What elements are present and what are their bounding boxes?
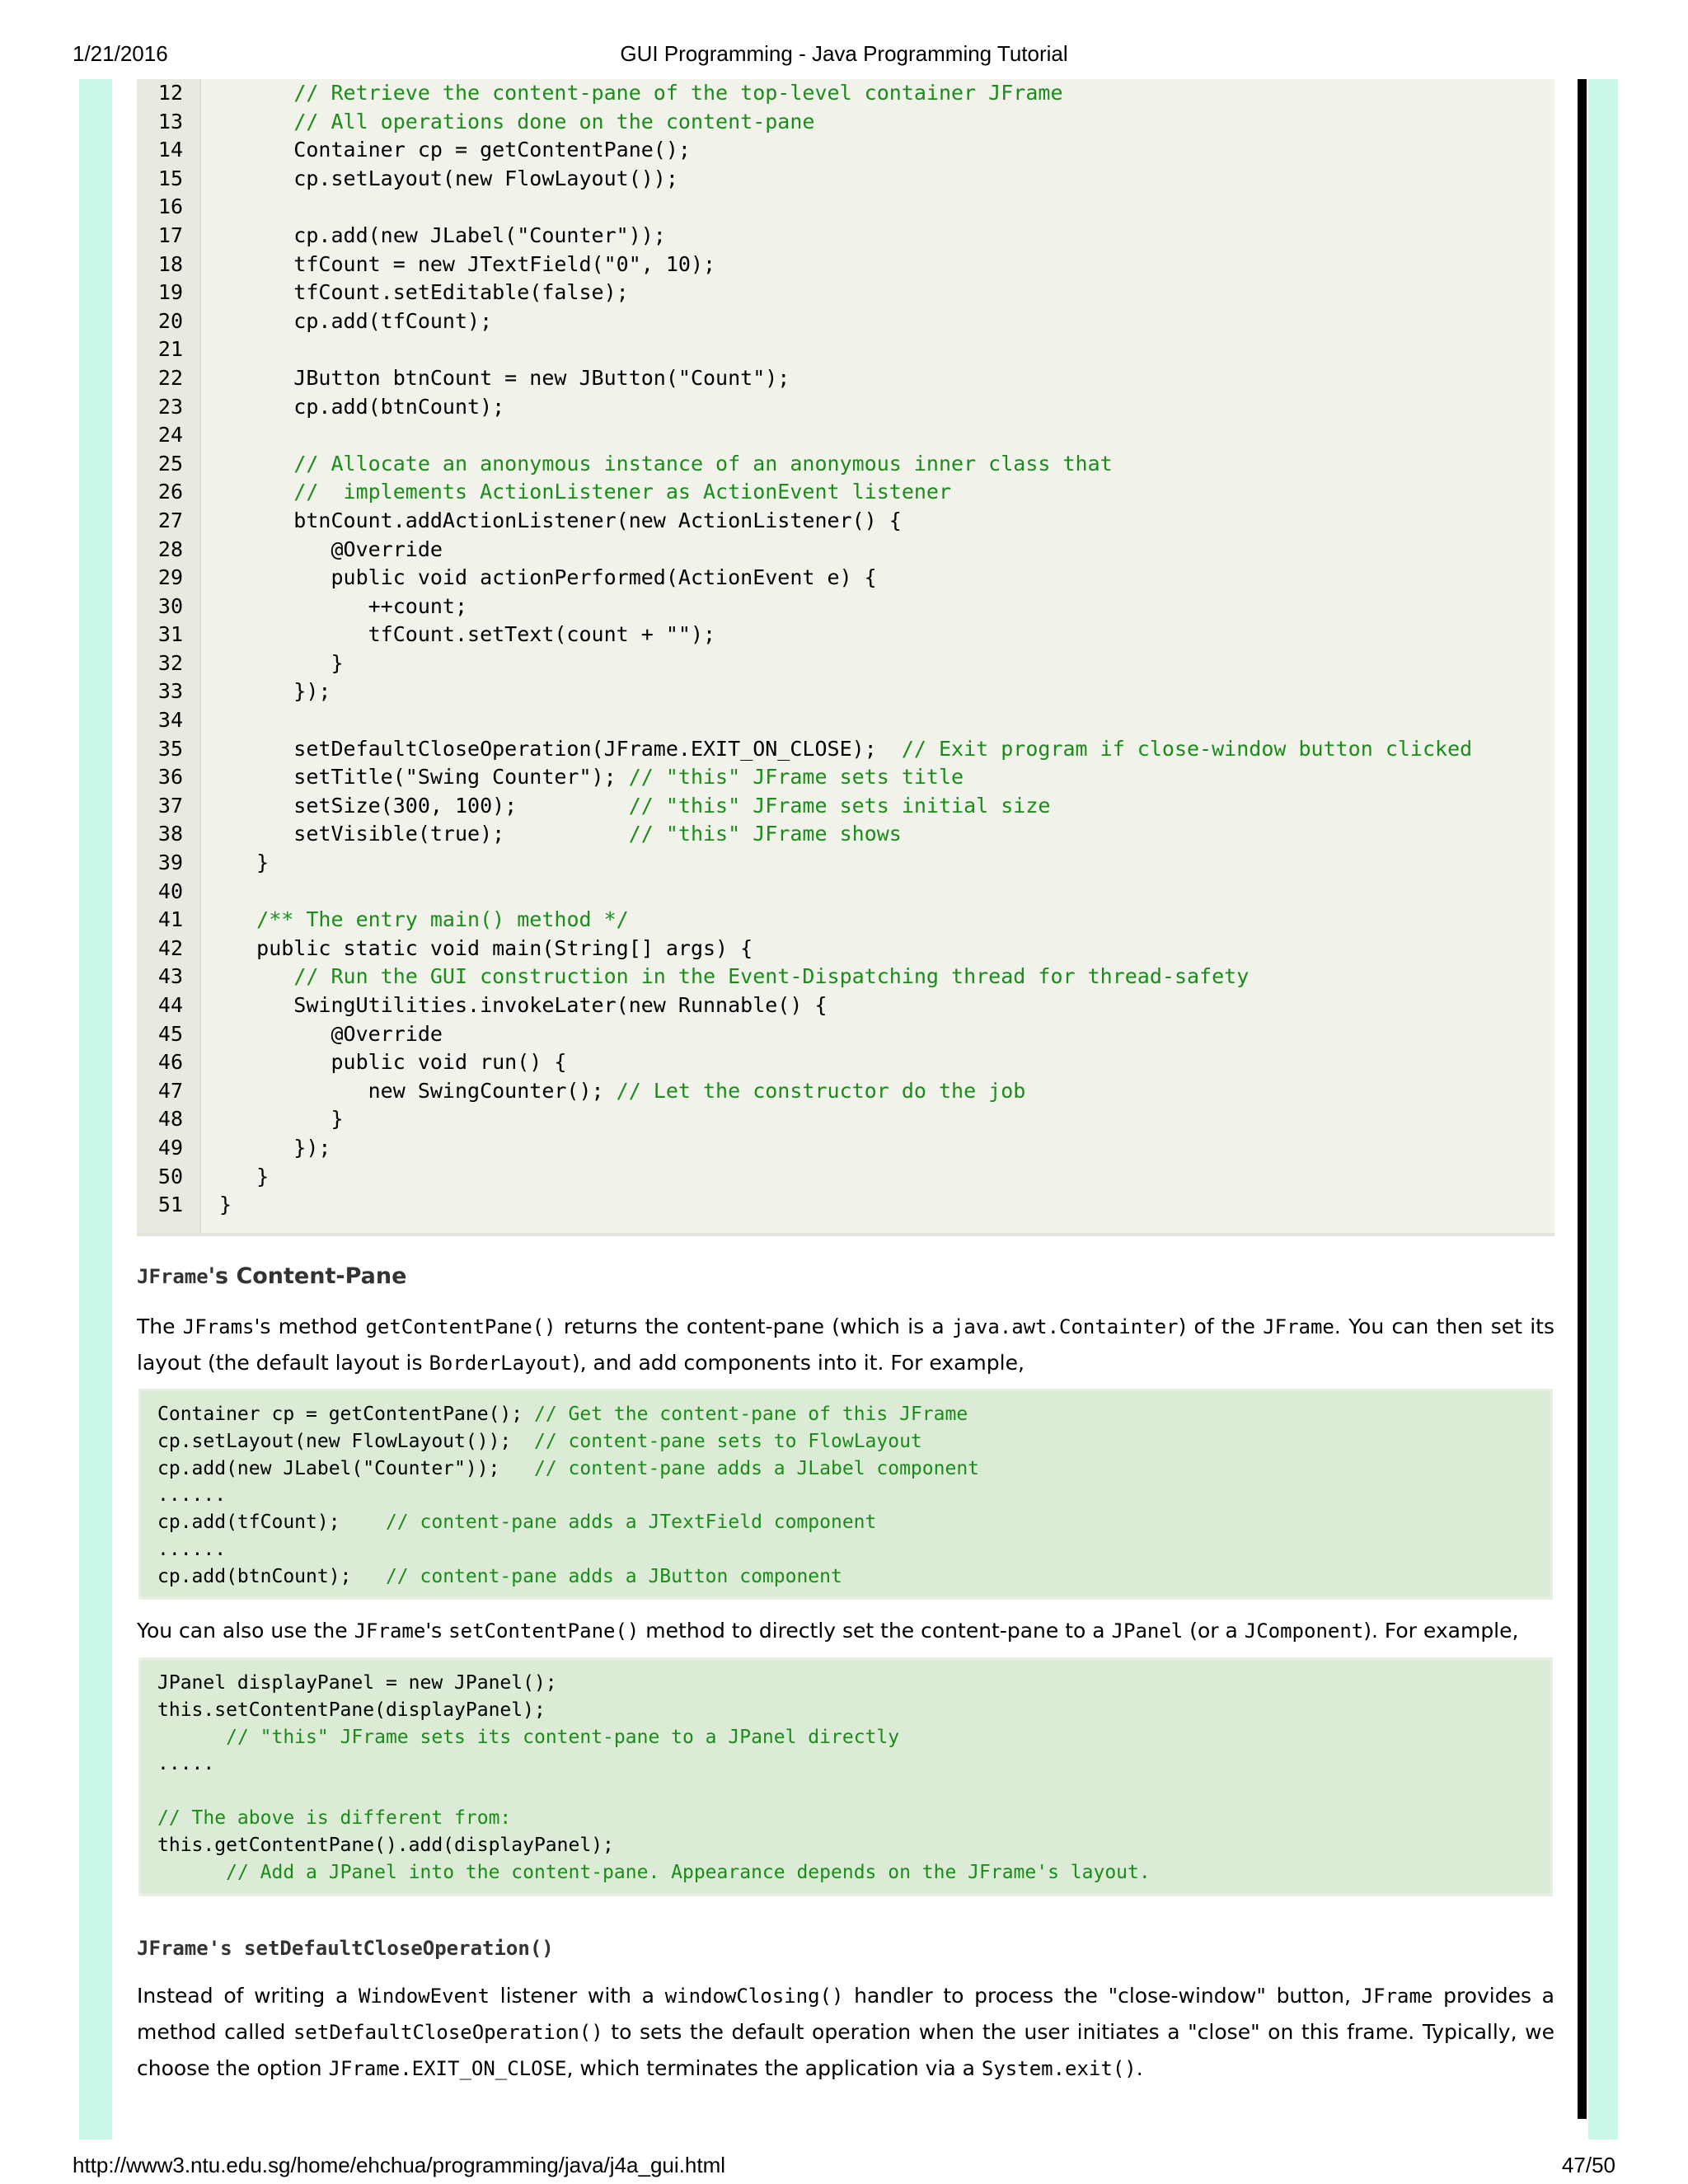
code-example-content-pane bbox=[138, 1389, 1553, 1600]
line-number: 21 bbox=[157, 337, 183, 362]
line-number: 34 bbox=[157, 708, 183, 733]
code-line: ...... bbox=[157, 1484, 227, 1507]
code-text: tfCount = new JTextField("0", 10); bbox=[219, 251, 716, 276]
code-text: new SwingCounter(); // Let the constructor do the job bbox=[219, 1078, 1026, 1103]
code-comment: // Exit program if close-window button clicked bbox=[901, 736, 1473, 761]
code-text: setSize(300, 100); // "this" JFrame sets initial size bbox=[219, 793, 1051, 818]
line-number: 14 bbox=[157, 138, 183, 162]
line-number: 50 bbox=[157, 1164, 183, 1188]
code-line: JPanel displayPanel = new JPanel(); bbox=[157, 1672, 557, 1694]
code-text: setVisible(true); // "this" JFrame shows bbox=[219, 822, 902, 846]
line-number: 47 bbox=[157, 1078, 183, 1103]
code-text: public void actionPerformed(ActionEvent e) { bbox=[219, 565, 877, 590]
code-line: cp.setLayout(new FlowLayout()); // content-pane sets to FlowLayout bbox=[157, 1430, 922, 1452]
code-line bbox=[157, 1805, 1534, 1832]
code-text: } bbox=[219, 650, 344, 675]
code-text bbox=[219, 906, 629, 935]
code-comment: // "this" JFrame sets initial size bbox=[628, 793, 1051, 818]
code-line: this.setContentPane(displayPanel); bbox=[157, 1699, 546, 1721]
code-comment: // content-pane sets to FlowLayout bbox=[533, 1430, 922, 1452]
line-number: 23 bbox=[157, 394, 183, 419]
code-text: @Override bbox=[219, 537, 443, 561]
code-line bbox=[157, 1724, 1534, 1751]
line-number: 19 bbox=[157, 280, 183, 305]
code-line: cp.add(btnCount); // content-pane adds a JButton component bbox=[157, 1565, 842, 1587]
line-number: 28 bbox=[157, 537, 183, 561]
line-number: 18 bbox=[157, 251, 183, 276]
left-side-band bbox=[79, 79, 112, 2139]
line-number: 51 bbox=[157, 1193, 183, 1217]
code-text bbox=[219, 79, 1063, 108]
line-number: 22 bbox=[157, 365, 183, 390]
code-line: cp.add(new JLabel("Counter")); // content-pane adds a JLabel component bbox=[157, 1457, 980, 1479]
code-text bbox=[219, 478, 951, 507]
code-comment: // The above is different from: bbox=[157, 1807, 512, 1829]
code-text: } bbox=[219, 851, 270, 875]
code-comment: // "this" JFrame sets its content-pane to a JPanel directly bbox=[226, 1726, 900, 1748]
code-text: cp.add(new JLabel("Counter")); bbox=[219, 223, 666, 247]
line-number: 32 bbox=[157, 650, 183, 675]
line-number: 13 bbox=[157, 109, 183, 134]
code-comment: // Run the GUI construction in the Event-Dispatching thread for thread-safety bbox=[293, 964, 1250, 989]
code-text: }); bbox=[219, 1135, 331, 1160]
line-number: 31 bbox=[157, 622, 183, 647]
code-text: ++count; bbox=[219, 593, 468, 618]
line-number: 30 bbox=[157, 593, 183, 618]
code-comment: // content-pane adds a JTextField component bbox=[385, 1511, 877, 1534]
code-comment: // "this" JFrame shows bbox=[628, 822, 902, 846]
line-number: 24 bbox=[157, 423, 183, 448]
line-number: 44 bbox=[157, 993, 183, 1017]
code-text: tfCount.setEditable(false); bbox=[219, 280, 629, 305]
code-comment: // implements ActionListener as ActionEvent listener bbox=[293, 480, 952, 504]
print-title: GUI Programming - Java Programming Tutorial bbox=[620, 41, 1068, 66]
page-number: 47/50 bbox=[1561, 2153, 1615, 2177]
code-text: btnCount.addActionListener(new ActionListener() { bbox=[219, 508, 902, 532]
code-line: Container cp = getContentPane(); // Get the content-pane of this JFrame bbox=[157, 1404, 968, 1425]
code-text: } bbox=[219, 1193, 232, 1217]
code-comment: // Let the constructor do the job bbox=[616, 1078, 1026, 1103]
code-text: cp.setLayout(new FlowLayout()); bbox=[219, 166, 678, 190]
code-text: tfCount.setText(count + ""); bbox=[219, 622, 716, 647]
line-number: 48 bbox=[157, 1107, 183, 1132]
code-text: } bbox=[219, 1107, 344, 1132]
print-header bbox=[73, 41, 1615, 74]
right-side-band bbox=[1588, 79, 1618, 2139]
line-number: 29 bbox=[157, 565, 183, 590]
code-comment: // All operations done on the content-pane bbox=[293, 109, 815, 134]
code-text: } bbox=[219, 1164, 270, 1188]
code-text: }); bbox=[219, 679, 331, 704]
line-number: 35 bbox=[157, 736, 183, 761]
code-line: ..... bbox=[157, 1753, 215, 1775]
code-text: SwingUtilities.invokeLater(new Runnable() { bbox=[219, 993, 828, 1017]
paragraph-default-close: Instead of writing a WindowEvent listener with a windowClosing() handler to process the "close-window" button, JFrame provides a method called setDefaultCloseOperation() to sets the default operation when the user initiates a "close" on this frame. Typically, we choose the option JFrame.EXIT_ON_CLOSE, which terminates the application via a System.exit(). bbox=[137, 1984, 1555, 2080]
code-comment: // "this" JFrame sets title bbox=[628, 765, 964, 790]
line-number: 26 bbox=[157, 480, 183, 504]
code-text: @Override bbox=[219, 1021, 443, 1046]
line-number: 40 bbox=[157, 879, 183, 903]
line-number: 27 bbox=[157, 508, 183, 532]
code-text: setTitle("Swing Counter"); // "this" JFrame sets title bbox=[219, 765, 964, 790]
print-footer bbox=[73, 2153, 1615, 2181]
code-line: this.getContentPane().add(displayPanel); bbox=[157, 1834, 614, 1856]
line-number: 33 bbox=[157, 679, 183, 704]
line-number: 17 bbox=[157, 223, 183, 247]
code-text bbox=[219, 963, 1249, 991]
code-text: cp.add(btnCount); bbox=[219, 394, 505, 419]
code-text: setDefaultCloseOperation(JFrame.EXIT_ON_CLOSE); // Exit program if close-window button clicked bbox=[219, 736, 1473, 761]
code-text bbox=[219, 450, 1113, 479]
line-number: 43 bbox=[157, 964, 183, 989]
line-number: 46 bbox=[157, 1050, 183, 1075]
line-number: 15 bbox=[157, 166, 183, 190]
line-number: 25 bbox=[157, 451, 183, 476]
code-comment: // Retrieve the content-pane of the top-level container JFrame bbox=[293, 81, 1063, 105]
right-scroll-edge bbox=[1578, 79, 1587, 2119]
paragraph-content-pane: The JFrams's method getContentPane() returns the content-pane (which is a java.awt.Containter) of the JFrame. You can then set its layout (the default layout is BorderLayout), and add components into it. For example, bbox=[137, 1315, 1554, 1375]
line-number: 16 bbox=[157, 194, 183, 219]
section-heading-content-pane: JFrame's Content-Pane bbox=[137, 1263, 407, 1289]
section-heading-default-close: JFrame's setDefaultCloseOperation() bbox=[137, 1937, 554, 1960]
code-comment: // content-pane adds a JButton component bbox=[385, 1565, 842, 1587]
line-number: 49 bbox=[157, 1135, 183, 1160]
code-line: cp.add(tfCount); // content-pane adds a JTextField component bbox=[157, 1511, 877, 1534]
print-date: 1/21/2016 bbox=[73, 41, 168, 66]
line-number: 37 bbox=[157, 793, 183, 818]
code-line bbox=[157, 1859, 1534, 1886]
code-comment: // Add a JPanel into the content-pane. Appearance depends on the JFrame's layout. bbox=[226, 1861, 1151, 1883]
code-line: ...... bbox=[157, 1538, 227, 1560]
line-number: 39 bbox=[157, 851, 183, 875]
code-comment: // content-pane adds a JLabel component bbox=[533, 1457, 980, 1479]
code-listing bbox=[137, 79, 1554, 1236]
line-number: 20 bbox=[157, 308, 183, 333]
print-url: http://www3.ntu.edu.sg/home/ehchua/programming/java/j4a_gui.html bbox=[73, 2153, 725, 2177]
code-comment: /** The entry main() method */ bbox=[256, 907, 629, 932]
line-number: 38 bbox=[157, 822, 183, 846]
line-number: 12 bbox=[157, 81, 183, 105]
line-number: 36 bbox=[157, 765, 183, 790]
line-number: 45 bbox=[157, 1021, 183, 1046]
code-comment: // Get the content-pane of this JFrame bbox=[533, 1404, 968, 1425]
code-text: cp.add(tfCount); bbox=[219, 308, 493, 333]
code-example-set-content-pane bbox=[138, 1657, 1553, 1896]
paragraph-set-content-pane: You can also use the JFrame's setContentPane() method to directly set the content-pane to a JPanel (or a JComponent). For example, bbox=[137, 1619, 1519, 1643]
code-text: JButton btnCount = new JButton("Count"); bbox=[219, 365, 790, 390]
code-line bbox=[157, 1778, 1534, 1805]
line-number: 41 bbox=[157, 907, 183, 932]
line-number: 42 bbox=[157, 935, 183, 960]
code-text: public static void main(String[] args) { bbox=[219, 935, 753, 960]
code-comment: // Allocate an anonymous instance of an anonymous inner class that bbox=[293, 451, 1113, 476]
code-text: public void run() { bbox=[219, 1050, 567, 1075]
code-text bbox=[219, 108, 814, 137]
code-text: Container cp = getContentPane(); bbox=[219, 138, 691, 162]
